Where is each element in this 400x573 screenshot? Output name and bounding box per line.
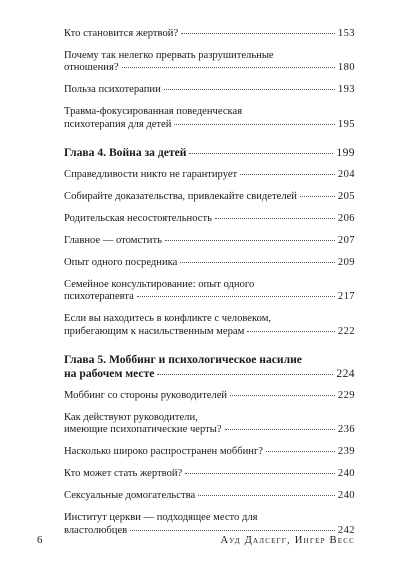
dot-leader	[198, 495, 335, 496]
toc-page-number: 242	[337, 524, 355, 536]
toc-entry-line	[64, 490, 355, 503]
toc-entry[interactable]	[64, 412, 355, 437]
dot-leader	[230, 395, 335, 396]
toc-entry-line	[64, 119, 355, 132]
toc-entry-line	[64, 213, 355, 226]
toc-entry-line	[64, 412, 355, 425]
toc-page-number: 199	[336, 146, 355, 160]
toc-entry-title: Война за детей	[108, 146, 187, 160]
chapter-label: Глава 4.	[64, 146, 107, 160]
toc-page-number: 239	[337, 446, 355, 458]
dot-leader	[157, 374, 333, 375]
toc-entry-title: Почему так нелегко прервать разрушительные	[64, 49, 274, 61]
toc-entry-line	[64, 257, 355, 270]
toc-page-number: 209	[337, 256, 355, 268]
dot-leader	[137, 296, 335, 297]
toc-entry-title: Опыт одного посредника	[64, 256, 178, 268]
toc-page-number: 193	[337, 84, 355, 96]
toc-entry-title: Насколько широко распространен моббинг?	[64, 446, 264, 458]
toc-page-number: 205	[337, 191, 355, 203]
dot-leader	[180, 262, 335, 263]
toc-entry-line	[64, 84, 355, 97]
toc-entry-title: Сексуальные домогательства	[64, 490, 196, 502]
dot-leader	[122, 67, 335, 68]
dot-leader	[240, 174, 335, 175]
dot-leader	[181, 33, 335, 34]
toc-entry-line	[64, 279, 355, 292]
toc-entry-title: отношения?	[64, 62, 119, 74]
toc-entry[interactable]	[64, 191, 355, 204]
toc-entry[interactable]	[64, 84, 355, 97]
toc-page-number: 236	[337, 424, 355, 436]
toc-entry[interactable]	[64, 512, 355, 537]
toc-page-number: 204	[337, 169, 355, 181]
page-footer	[37, 535, 355, 546]
toc-entry[interactable]	[64, 235, 355, 248]
toc-entry-line	[64, 191, 355, 204]
toc-entry-title: Кто становится жертвой?	[64, 28, 179, 39]
toc-entry-title: психотерапевта	[64, 291, 134, 303]
toc-entry-line	[64, 291, 355, 304]
toc-entry-title: Как действуют руководители,	[64, 411, 198, 423]
toc-entry-line	[64, 235, 355, 248]
toc-entry-title: Справедливости никто не гарантирует	[64, 169, 238, 181]
toc-chapter-heading[interactable]	[64, 353, 355, 380]
toc-entry[interactable]	[64, 446, 355, 459]
toc-entry-title: Собирайте доказательства, привлекайте свидетелей	[64, 191, 297, 203]
toc-entry[interactable]	[64, 169, 355, 182]
dot-leader	[189, 153, 333, 154]
dot-leader	[164, 89, 335, 90]
toc-entry-line	[64, 326, 355, 339]
dot-leader	[247, 331, 335, 332]
toc-entry-title: психотерапия для детей	[64, 118, 172, 130]
dot-leader	[165, 240, 335, 241]
dot-leader	[266, 451, 335, 452]
chapter-label: Глава 5.	[64, 353, 107, 367]
toc-entry-title: Кто может стать жертвой?	[64, 468, 183, 480]
toc-entry-title: Институт церкви — подходящее место для	[64, 512, 258, 523]
page-number: 6	[37, 535, 43, 546]
running-header-authors: Ауд Далсегг, Ингер Весс	[220, 535, 355, 546]
dot-leader	[300, 196, 335, 197]
toc-entry-line	[64, 313, 355, 326]
toc-entry[interactable]	[64, 279, 355, 304]
toc-page-number: 207	[337, 235, 355, 247]
toc-entry-title: Родительская несостоятельность	[64, 213, 212, 225]
toc-entry-title: Главное — отомстить	[64, 235, 162, 247]
toc-entry-line	[64, 146, 355, 160]
toc-page-number: 222	[337, 325, 355, 337]
toc-chapter-heading[interactable]	[64, 146, 355, 160]
toc-entry-title: Моббинг и психологическое насилие	[108, 353, 302, 367]
dot-leader	[215, 218, 335, 219]
toc-entry-line	[64, 390, 355, 403]
toc-entry-line	[64, 169, 355, 182]
toc-entry[interactable]	[64, 490, 355, 503]
toc-entry-line	[64, 28, 355, 41]
toc-page-number: 240	[337, 468, 355, 480]
toc-entry[interactable]	[64, 313, 355, 338]
toc-entry[interactable]	[64, 106, 355, 131]
dot-leader	[225, 429, 335, 430]
table-of-contents	[64, 28, 355, 546]
toc-page-number: 240	[337, 490, 355, 502]
toc-entry-line	[64, 424, 355, 437]
toc-entry-line	[64, 367, 355, 381]
toc-page-number: 224	[336, 367, 355, 381]
toc-entry[interactable]	[64, 468, 355, 481]
toc-entry-line	[64, 50, 355, 63]
toc-page-number: 195	[337, 118, 355, 130]
toc-entry[interactable]	[64, 50, 355, 75]
dot-leader	[130, 530, 335, 531]
toc-entry[interactable]	[64, 28, 355, 41]
toc-entry-line	[64, 353, 355, 367]
dot-leader	[174, 124, 334, 125]
toc-entry-title: Моббинг со стороны руководителей	[64, 389, 228, 401]
toc-page-number: 229	[337, 389, 355, 401]
toc-entry-title: Польза психотерапии	[64, 84, 161, 96]
dot-leader	[185, 473, 335, 474]
toc-page-number: 153	[337, 28, 355, 39]
toc-entry-title: на рабочем месте	[64, 367, 155, 381]
toc-entry-title: Семейное консультирование: опыт одного	[64, 278, 255, 290]
toc-entry-title: Если вы находитесь в конфликте с человеком,	[64, 313, 272, 325]
toc-entry-title: Травма-фокусированная поведенческая	[64, 106, 243, 118]
toc-entry[interactable]	[64, 390, 355, 403]
toc-entry-title: имеющие психопатические черты?	[64, 424, 222, 436]
toc-entry-line	[64, 446, 355, 459]
toc-entry-line	[64, 468, 355, 481]
toc-page-number: 217	[337, 291, 355, 303]
toc-entry-line	[64, 512, 355, 525]
toc-entry-title: властолюбцев	[64, 524, 128, 536]
toc-entry-title: прибегающим к насильственным мерам	[64, 325, 245, 337]
toc-entry-line	[64, 106, 355, 119]
toc-entry[interactable]	[64, 257, 355, 270]
toc-page-number: 180	[337, 62, 355, 74]
toc-page-number: 206	[337, 213, 355, 225]
toc-entry[interactable]	[64, 213, 355, 226]
toc-entry-line	[64, 62, 355, 75]
